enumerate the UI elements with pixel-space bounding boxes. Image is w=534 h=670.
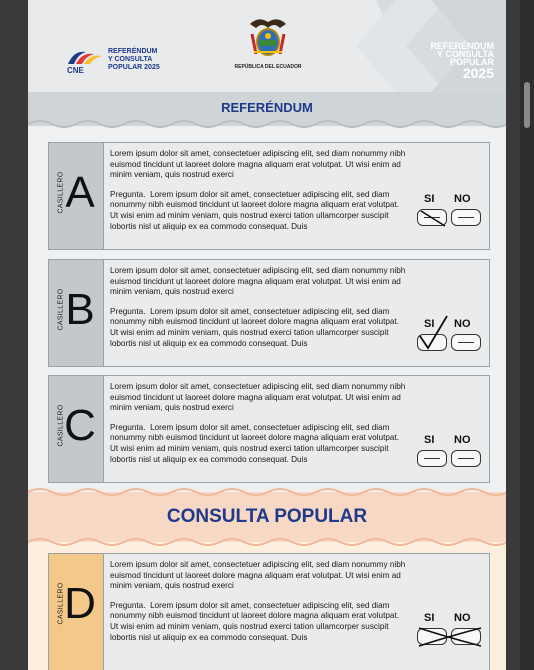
card-question <box>110 601 406 643</box>
card-text <box>110 560 406 643</box>
card-intro: Lorem ipsum dolor sit amet, consectetuer adipiscing elit, sed diam nonummy nibh euismod tincidunt ut laoreet dolore magna aliquam erat volutpat. Ut wisi enim ad minim veniam, quis nostrud exerci <box>110 266 406 297</box>
box-dash <box>458 217 474 218</box>
card-question <box>110 423 406 465</box>
casillero-letter: A <box>65 168 95 217</box>
casillero-letter: B <box>65 285 95 334</box>
no-label: NO <box>454 612 471 624</box>
casillero-label: CASILLERO <box>57 582 65 625</box>
ballot-page <box>28 0 506 670</box>
casillero-card-a <box>48 142 490 250</box>
question-text: Lorem ipsum dolor sit amet, consectetuer adipiscing elit, sed diam nonummy nibh euismod tincidunt ut laoreet dolore magna aliquam erat volutpat. Ut wisi enim ad minim veniam, quis nostrud exerci tation ullamcorper suscipit lobortis nisl ut aliquip ex ea commodo consequat. Duis <box>110 306 400 348</box>
brand-line: REFERÉNDUM <box>430 41 494 51</box>
si-label: SI <box>424 612 435 624</box>
si-label: SI <box>424 193 435 205</box>
no-box[interactable] <box>451 209 481 226</box>
casillero-card-c <box>48 375 490 483</box>
cne-line: POPULAR 2025 <box>108 64 160 71</box>
no-label: NO <box>454 434 471 446</box>
casillero-card-d <box>48 553 490 670</box>
box-dash <box>424 458 440 459</box>
question-text: Lorem ipsum dolor sit amet, consectetuer adipiscing elit, sed diam nonummy nibh euismod tincidunt ut laoreet dolore magna aliquam erat volutpat. Ut wisi enim ad minim veniam, quis nostrud exerci tation ullamcorper suscipit lobortis nisl ut aliquip ex ea commodo consequat. Duis <box>110 422 400 464</box>
si-label: SI <box>424 318 435 330</box>
ballot-header <box>28 0 506 92</box>
casillero-letter: D <box>64 579 96 628</box>
consulta-title: CONSULTA POPULAR <box>166 506 368 527</box>
si-box[interactable] <box>417 628 447 645</box>
si-box[interactable] <box>417 334 447 351</box>
box-dash <box>458 458 474 459</box>
casillero-card-b <box>48 259 490 367</box>
cne-line: Y CONSULTA <box>108 56 153 63</box>
cne-logo-icon <box>64 46 104 76</box>
cne-logo-text: CNE <box>67 66 84 75</box>
question-text: Lorem ipsum dolor sit amet, consectetuer adipiscing elit, sed diam nonummy nibh euismod tincidunt ut laoreet dolore magna aliquam erat volutpat. Ut wisi enim ad minim veniam, quis nostrud exerci tation ullamcorper suscipit lobortis nisl ut aliquip ex ea commodo consequat. Duis <box>110 600 400 642</box>
casillero-tab <box>49 376 104 482</box>
casillero-tab <box>49 554 104 670</box>
consulta-wave-top <box>28 486 506 498</box>
vote-options <box>415 193 485 233</box>
casillero-tab <box>49 260 104 366</box>
card-text <box>110 382 406 465</box>
si-label: SI <box>424 434 435 446</box>
si-box[interactable] <box>417 450 447 467</box>
box-dash <box>458 342 474 343</box>
consulta-wave-bottom <box>28 536 506 548</box>
brand-line: Y CONSULTA <box>436 49 494 59</box>
cne-event-label <box>108 48 168 72</box>
no-box[interactable] <box>451 628 481 645</box>
casillero-label: CASILLERO <box>57 404 65 447</box>
pregunta-label: Pregunta. <box>110 600 146 610</box>
brand-year: 2025 <box>462 65 494 81</box>
referendum-title: REFERÉNDUM <box>221 100 313 115</box>
card-intro: Lorem ipsum dolor sit amet, consectetuer adipiscing elit, sed diam nonummy nibh euismod tincidunt ut laoreet dolore magna aliquam erat volutpat. Ut wisi enim ad minim veniam, quis nostrud exerci <box>110 560 406 591</box>
pregunta-label: Pregunta. <box>110 189 146 199</box>
vote-options <box>415 318 485 358</box>
card-intro: Lorem ipsum dolor sit amet, consectetuer adipiscing elit, sed diam nonummy nibh euismod tincidunt ut laoreet dolore magna aliquam erat volutpat. Ut wisi enim ad minim veniam, quis nostrud exerci <box>110 382 406 413</box>
vote-options <box>415 434 485 474</box>
no-box[interactable] <box>451 450 481 467</box>
card-text <box>110 266 406 349</box>
brand-line: POPULAR <box>449 57 494 67</box>
card-question <box>110 307 406 349</box>
question-text: Lorem ipsum dolor sit amet, consectetuer adipiscing elit, sed diam nonummy nibh euismod tincidunt ut laoreet dolore magna aliquam erat volutpat. Ut wisi enim ad minim veniam, quis nostrud exerci tation ullamcorper suscipit lobortis nisl ut aliquip ex ea commodo consequat. Duis <box>110 189 400 231</box>
casillero-label: CASILLERO <box>57 288 65 331</box>
cne-line: REFERÉNDUM <box>108 48 158 55</box>
scrollbar-thumb[interactable] <box>524 82 530 128</box>
box-dash <box>424 217 440 218</box>
brand-watermark <box>414 42 494 80</box>
pregunta-label: Pregunta. <box>110 306 146 316</box>
card-intro: Lorem ipsum dolor sit amet, consectetuer adipiscing elit, sed diam nonummy nibh euismod tincidunt ut laoreet dolore magna aliquam erat volutpat. Ut wisi enim ad minim veniam, quis nostrud exerci <box>110 149 406 180</box>
coat-caption: REPÚBLICA DEL ECUADOR <box>234 64 302 70</box>
coat-of-arms-icon <box>246 14 290 62</box>
no-box[interactable] <box>451 334 481 351</box>
scrollbar[interactable] <box>520 0 534 670</box>
card-question <box>110 190 406 232</box>
vote-options <box>415 612 485 652</box>
no-label: NO <box>454 318 471 330</box>
referendum-wave <box>28 118 506 130</box>
casillero-label: CASILLERO <box>57 171 65 214</box>
card-text <box>110 149 406 232</box>
si-box[interactable] <box>417 209 447 226</box>
pregunta-label: Pregunta. <box>110 422 146 432</box>
casillero-tab <box>49 143 104 249</box>
casillero-letter: C <box>64 401 96 450</box>
no-label: NO <box>454 193 471 205</box>
